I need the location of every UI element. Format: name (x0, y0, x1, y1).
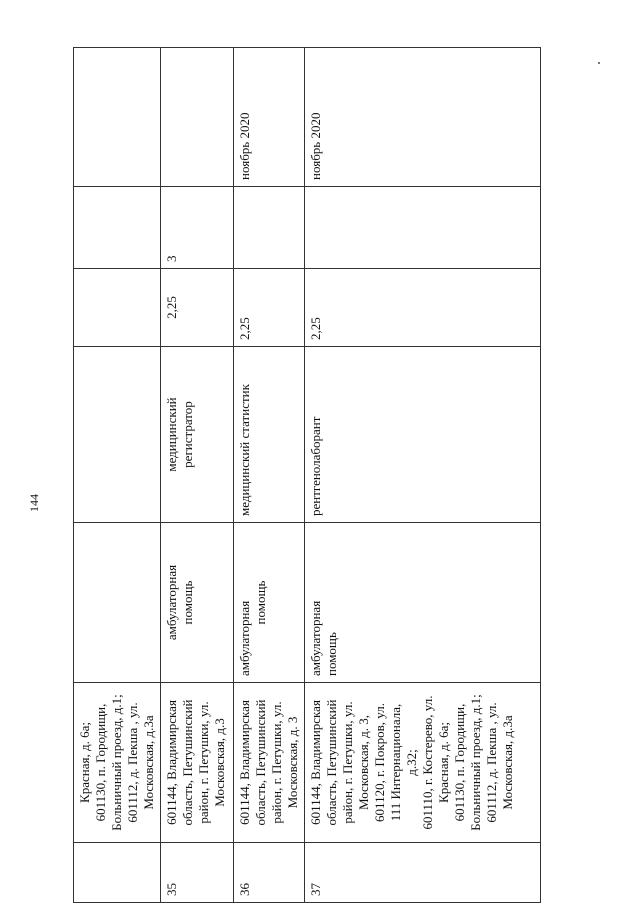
count-cell (305, 187, 541, 269)
date-cell: ноябрь 2020 (234, 48, 305, 187)
table-row (234, 48, 305, 903)
address-cell: 601144, Владимирская область, Петушинский район, г. Петушки, ул. Московская, д. 3 (234, 683, 305, 843)
staff-table (73, 47, 541, 903)
date-cell (74, 48, 161, 187)
position-cell: медицинский статистик (234, 347, 305, 523)
row-number (74, 843, 161, 903)
staff-table-area (73, 48, 640, 896)
rate-cell: 2,25 (161, 269, 234, 347)
care-type-cell: амбулаторная помощь (161, 523, 234, 683)
care-type-cell: амбулаторная помощь (305, 523, 541, 683)
position-cell (74, 347, 161, 523)
date-cell (161, 48, 234, 187)
date-cell: ноябрь 2020 (305, 48, 541, 187)
page-number: 144 (27, 494, 41, 512)
care-type-cell (74, 523, 161, 683)
address-cell: Красная, д. 6а; 601130, п. Городищи, Больничный проезд, д.1; 601112, д. Пекша , ул. Московская, д.3а (74, 683, 161, 843)
count-cell (234, 187, 305, 269)
row-number: 35 (161, 843, 234, 903)
address-cell: 601144, Владимирская область, Петушинский район, г. Петушки, ул. Московская, д.3 (161, 683, 234, 843)
table-row (74, 48, 161, 903)
table-row (161, 48, 234, 903)
rate-cell: 2,25 (305, 269, 541, 347)
row-number: 36 (234, 843, 305, 903)
care-type-cell: амбулаторная помощь (234, 523, 305, 683)
position-cell: медицинский регистратор (161, 347, 234, 523)
table-row (305, 48, 541, 903)
position-cell: рентгенолаборант (305, 347, 541, 523)
address-cell: 601144, Владимирская область, Петушинский район, г. Петушки, ул. Московская, д. 3, 601120, г. Покров, ул. 111 Интернационала, д.32; 601110, г. Костерево, ул. Красная, д. 6а; 601130, п. Городищи, Больничный проезд, д.1; 601112, д. Пекша , ул. Московская, д.3а (305, 683, 541, 843)
row-number: 37 (305, 843, 541, 903)
count-cell (74, 187, 161, 269)
rate-cell: 2,25 (234, 269, 305, 347)
rate-cell (74, 269, 161, 347)
count-cell: 3 (161, 187, 234, 269)
